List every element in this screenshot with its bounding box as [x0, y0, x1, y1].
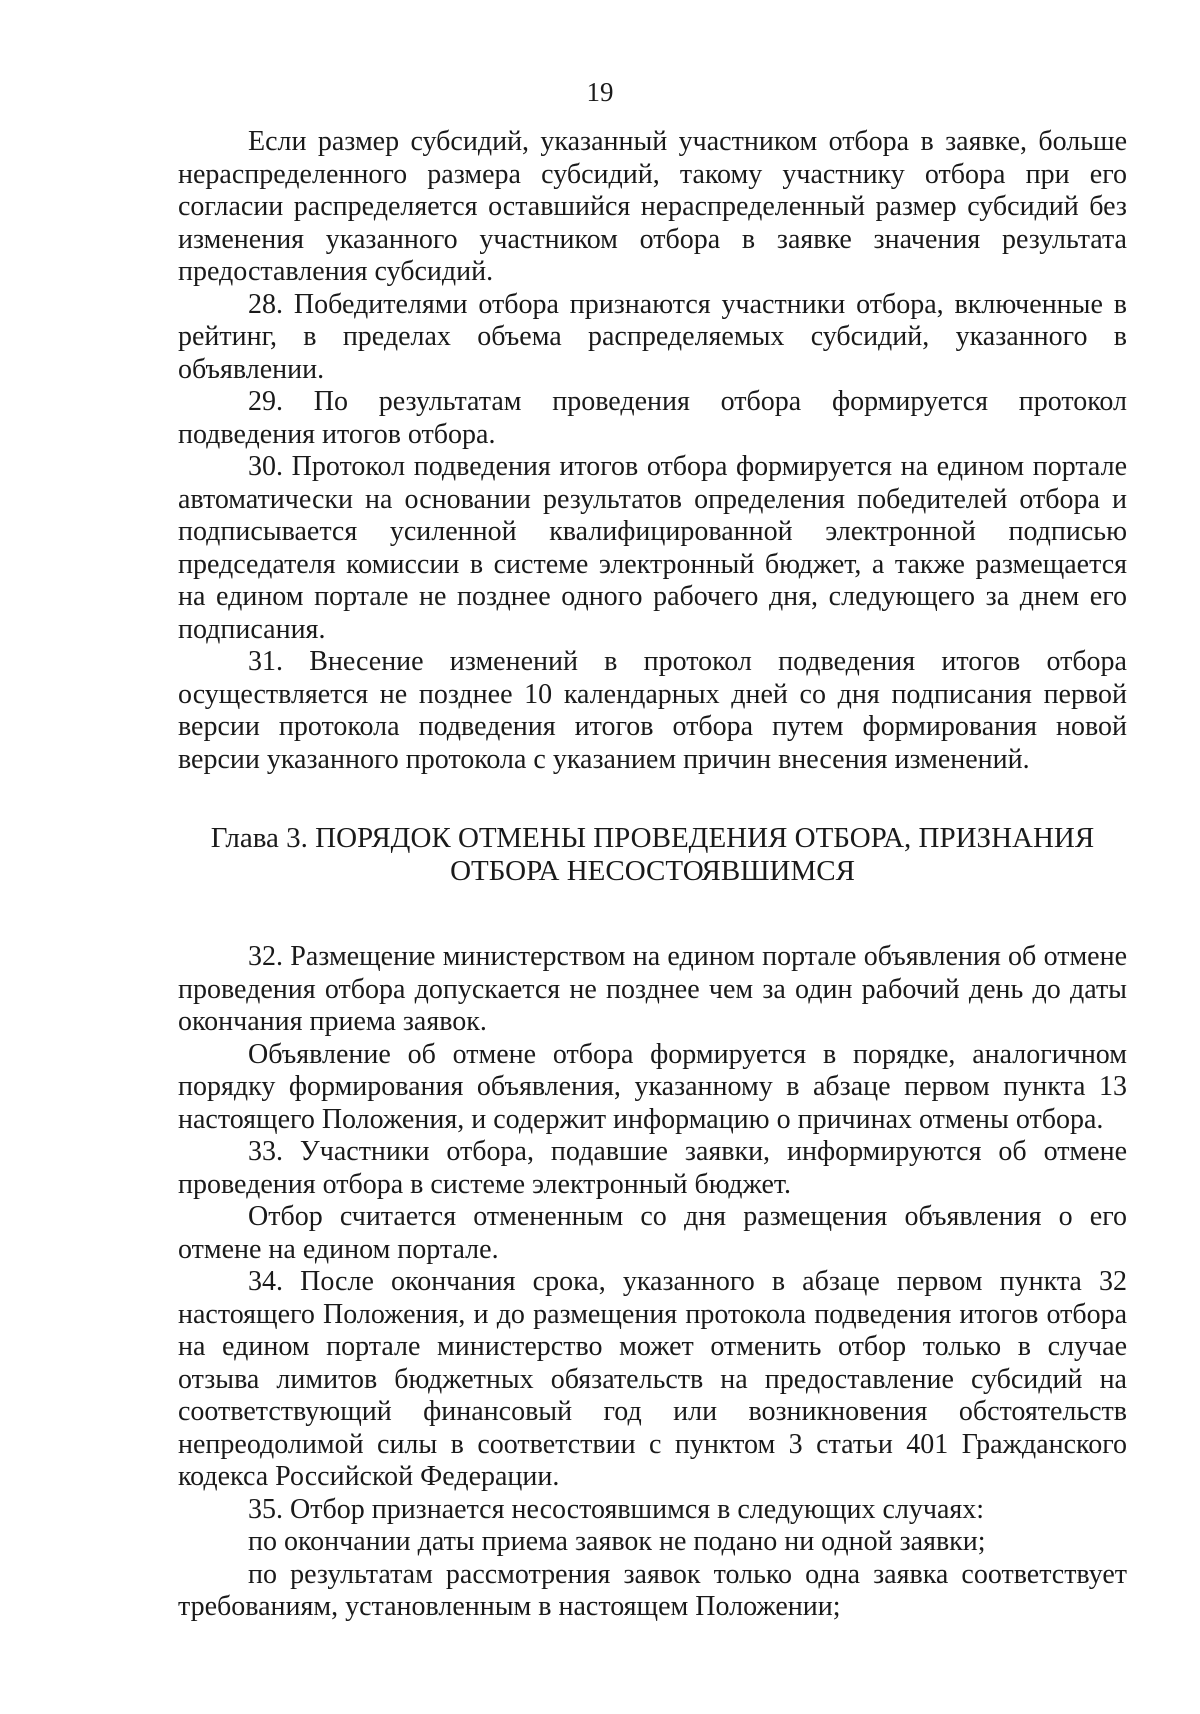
paragraph-35: 35. Отбор признается несостоявшимся в следующих случаях: [248, 1493, 985, 1525]
paragraph-31: 31. Внесение изменений в протокол подведения итогов отбора осуществляется не позднее 10 календарных дней со дня подписания первой версии протокола подведения итогов отбора путем формирования новой версии указанного протокола с указанием причин внесения изменений. [178, 646, 1127, 775]
paragraph-32: 32. Размещение министерством на едином портале объявления об отмене проведения отбора допускается не позднее чем за один рабочий день до даты окончания приема заявок. [178, 941, 1127, 1037]
chapter-heading-line-2: ОТБОРА НЕСОСТОЯВШИМСЯ [450, 855, 855, 887]
paragraph-35-case-single-application: по результатам рассмотрения заявок только одна заявка соответствует требованиям, установленным в настоящем Положении; [178, 1558, 1127, 1622]
chapter-heading-line-1: Глава 3. ПОРЯДОК ОТМЕНЫ ПРОВЕДЕНИЯ ОТБОРА, ПРИЗНАНИЯ [210, 822, 1095, 854]
page-number: 19 [586, 77, 614, 107]
paragraph-28: 28. Победителями отбора признаются участники отбора, включенные в рейтинг, в пределах объема распределяемых субсидий, указанного в объявлении. [178, 288, 1127, 385]
paragraph-cancel-announcement: Объявление об отмене отбора формируется в порядке, аналогичном порядку формирования объявления, указанному в абзаце первом пункта 13 настоящего Положения, и содержит информацию о причинах отмены отбора. [178, 1038, 1127, 1135]
paragraph-35-case-no-applications: по окончании даты приема заявок не подано ни одной заявки; [248, 1526, 986, 1557]
paragraph-subsidy-remainder: Если размер субсидий, указанный участником отбора в заявке, больше нераспределенного размера субсидий, такому участнику отбора при его согласии распределяется оставшийся нераспределенный размер субсидий без изменения указанного участником отбора в заявке значения результата предоставления субсидий. [178, 126, 1127, 287]
document-body [178, 126, 1127, 1624]
chapter-heading [178, 822, 1127, 888]
paragraph-33: 33. Участники отбора, подавшие заявки, информируются об отмене проведения отбора в системе электронный бюджет. [178, 1136, 1127, 1200]
paragraph-29: 29. По результатам проведения отбора формируется протокол подведения итогов отбора. [178, 386, 1127, 450]
paragraph-34: 34. После окончания срока, указанного в абзаце первом пункта 32 настоящего Положения, и до размещения протокола подведения итогов отбора на едином портале министерство может отменить отбор только в случае отзыва лимитов бюджетных обязательств на предоставление субсидий на соответствующий финансовый год или возникновения обстоятельств непреодолимой силы в соответствии с пунктом 3 статьи 401 Гражданского кодекса Российской Федерации. [178, 1266, 1127, 1492]
paragraph-30: 30. Протокол подведения итогов отбора формируется на едином портале автоматически на основании результатов определения победителей отбора и подписывается усиленной квалифицированной электронной подписью председателя комиссии в системе электронный бюджет, а также размещается на едином портале не позднее одного рабочего дня, следующего за днем его подписания. [178, 451, 1127, 645]
paragraph-cancel-effective: Отбор считается отмененным со дня размещения объявления о его отмене на едином портале. [178, 1201, 1127, 1265]
